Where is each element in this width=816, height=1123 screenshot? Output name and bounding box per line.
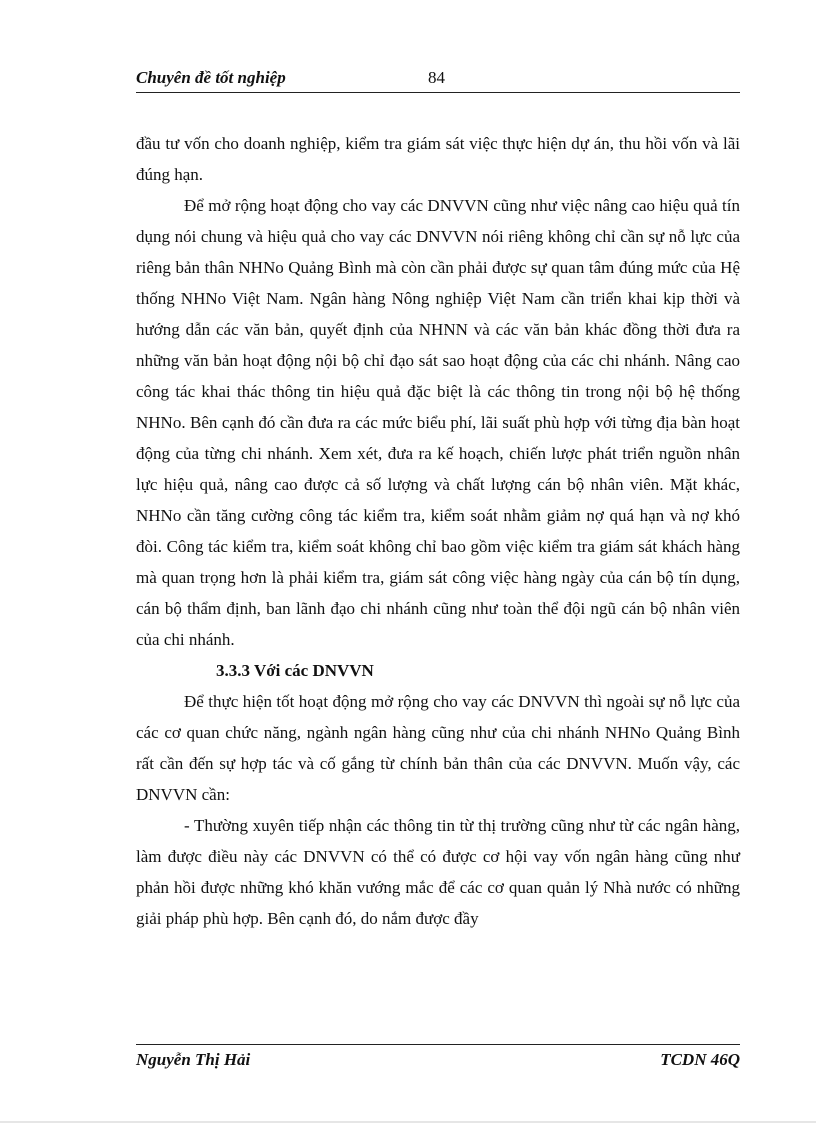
body-text [136,128,740,934]
page-number: 84 [428,68,445,87]
section-heading: 3.3.3 Với các DNVVN [216,661,374,680]
class-code: TCDN 46Q [660,1050,740,1069]
paragraph-bullet-info: - Thường xuyên tiếp nhận các thông tin từ thị trường cũng như từ các ngân hàng, làm được điều này các DNVVN có thể có được cơ hội vay vốn ngân hàng cũng như phản hồi được những khó khăn vướng mắc để các cơ quan quản lý Nhà nước có những giải pháp phù hợp. Bên cạnh đó, do nắm được đầy [136,816,740,928]
document-title: Chuyên đề tốt nghiệp [136,68,286,87]
paragraph-continuation: đầu tư vốn cho doanh nghiệp, kiểm tra giám sát việc thực hiện dự án, thu hồi vốn và lãi đúng hạn. [136,134,740,184]
page-header [136,64,740,93]
author-name: Nguyễn Thị Hải [136,1050,251,1069]
paragraph-nhno-system: Để mở rộng hoạt động cho vay các DNVVN cũng như việc nâng cao hiệu quả tín dụng nói chung và hiệu quả cho vay các DNVVN nói riêng không chỉ cần sự nỗ lực của riêng bản thân NHNo Quảng Bình mà còn cần phải được sự quan tâm đúng mức của Hệ thống NHNo Việt Nam. Ngân hàng Nông nghiệp Việt Nam cần triển khai kịp thời và hướng dẫn các văn bản, quyết định của NHNN và các văn bản khác đồng thời đưa ra những văn bản hoạt động nội bộ chỉ đạo sát sao hoạt động của các chi nhánh. Nâng cao công tác khai thác thông tin hiệu quả đặc biệt là các thông tin trong nội bộ hệ thống NHNo. Bên cạnh đó cần đưa ra các mức biểu phí, lãi suất phù hợp với từng địa bàn hoạt động của từng chi nhánh. Xem xét, đưa ra kế hoạch, chiến lược phát triển nguồn nhân lực hiệu quả, nâng cao được cả số lượng và chất lượng cán bộ nhân viên. Mặt khác, NHNo cần tăng cường công tác kiểm tra, kiểm soát nhằm giảm nợ quá hạn và nợ khó đòi. Công tác kiểm tra, kiểm soát không chỉ bao gồm việc kiểm tra giám sát khách hàng mà quan trọng hơn là phải kiểm tra, giám sát công việc hàng ngày của cán bộ tín dụng, cán bộ thẩm định, ban lãnh đạo chi nhánh cũng như toàn thể đội ngũ cán bộ nhân viên của chi nhánh. [136,196,740,649]
page-footer [136,1044,740,1075]
paragraph-dnvvn-intro: Để thực hiện tốt hoạt động mở rộng cho vay các DNVVN thì ngoài sự nỗ lực của các cơ quan chức năng, ngành ngân hàng cũng như của chi nhánh NHNo Quảng Bình rất cần đến sự hợp tác và cố gắng từ chính bản thân của các DNVVN. Muốn vậy, các DNVVN cần: [136,692,740,804]
